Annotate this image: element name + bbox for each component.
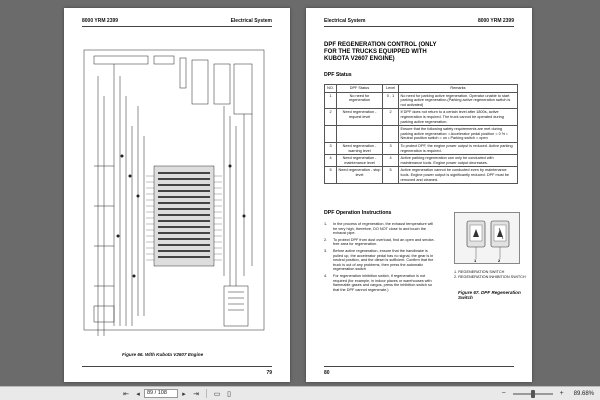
last-page-icon[interactable]: ⇥	[193, 390, 199, 398]
cell-no: 2	[325, 109, 337, 126]
header-right: Electrical System	[230, 18, 272, 24]
table-header-row	[325, 85, 518, 93]
zoom-slider[interactable]	[513, 393, 553, 395]
wiring-diagram	[74, 36, 280, 338]
page-right	[306, 8, 532, 382]
dpf-status-table	[324, 84, 518, 184]
cell-remarks: Active parking regeneration can only be conducted with maintenance tools. Engine power output decreases.	[399, 155, 518, 167]
instructions-heading: DPF Operation Instructions	[324, 210, 392, 216]
figure-caption-right: Figure 67. DPF Regeneration Switch	[458, 290, 521, 300]
title-line: DPF REGENERATION CONTROL (ONLY	[324, 42, 437, 48]
step-text: Before active regeneration, ensure that the handbrake is pulled up, the accelerator pedal has no signal, the gear is in neutral position, and the diesel is sufficient. Confirm that the truck is out of any problems, then press the automatic regeneration switch	[333, 248, 434, 272]
cell-status	[337, 126, 383, 143]
cell-level	[383, 126, 399, 143]
zoom-slider-handle[interactable]	[531, 390, 535, 398]
header-left: 8000 YRM 2399	[82, 18, 119, 24]
cell-no: 5	[325, 167, 337, 184]
step-number: 3.	[324, 248, 328, 253]
first-page-icon[interactable]: ⇤	[123, 390, 129, 398]
switch-drawing	[455, 213, 521, 265]
cell-no: 1	[325, 92, 337, 109]
regeneration-switch-illustration	[454, 212, 520, 264]
title-line: FOR THE TRUCKS EQUIPPED WITH	[324, 49, 427, 56]
table-row	[325, 155, 518, 167]
footer-rule	[82, 366, 272, 367]
list-item	[324, 238, 436, 247]
step-text: For regeneration inhibition switch, if regeneration is not required (for example, in indoor places or warehouses with flammable gases and cargos, press the inhibition switch so that the DPF cannot regenerate.)	[333, 273, 432, 292]
table-row	[325, 92, 518, 109]
dpf-status-heading: DPF Status	[324, 72, 352, 78]
step-number: 4.	[324, 273, 328, 278]
step-text: To protect DPF from dust overload, find an open and smoke-free area for regeneration.	[333, 237, 435, 247]
step-number: 2.	[324, 237, 328, 242]
list-item	[324, 222, 436, 236]
page-left	[64, 8, 290, 382]
cell-status: Need regeneration - warning level	[337, 142, 383, 154]
two-page-icon[interactable]: ▯	[227, 390, 231, 398]
page-number-right: 80	[324, 370, 330, 376]
step-text: In the process of regeneration, the exhaust temperature will be very high, therefore, DO NOT close to and touch the exhaust pipe.	[333, 222, 434, 236]
col-header-status: DPF Status	[337, 85, 383, 93]
table-row	[325, 109, 518, 126]
table-row	[325, 142, 518, 154]
header-right: 8000 YRM 2399	[477, 18, 514, 24]
col-header-level: Level	[383, 85, 399, 93]
header-rule	[324, 26, 514, 27]
col-header-remarks: Remarks	[399, 85, 518, 93]
page-number-left: 79	[266, 370, 272, 376]
cell-no: 4	[325, 155, 337, 167]
cell-remarks: No need for parking active regeneration. Operator unable to start parking active regeneration.(Parking active regeneration switch is not activated)	[399, 92, 518, 109]
cell-level: 2	[383, 109, 399, 126]
cell-no: 3	[325, 142, 337, 154]
next-page-icon[interactable]: ▸	[182, 390, 186, 398]
cell-level: 4	[383, 155, 399, 167]
switch-legend	[454, 270, 526, 280]
cell-remarks: Active regeneration cannot be conducted even by maintenance tools. Engine power output is significantly reduced. DPF must be removed and cleaned.	[399, 167, 518, 184]
cell-status: No need for regeneration	[337, 92, 383, 109]
page-number-input[interactable]: 89 / 108	[144, 389, 178, 398]
table-row	[325, 126, 518, 143]
header-left: Electrical System	[324, 18, 366, 24]
figure-caption-left: Figure 66. With Kubota V2607 Engine	[122, 352, 204, 357]
viewer-toolbar	[0, 386, 600, 400]
instruction-list	[324, 222, 436, 294]
col-header-no: NO.	[325, 85, 337, 93]
legend-item: 1. REGENERATION SWITCH	[454, 270, 505, 274]
footer-rule	[324, 366, 514, 367]
table-row	[325, 167, 518, 184]
step-number: 1.	[324, 222, 328, 226]
prev-page-icon[interactable]: ◂	[136, 390, 140, 398]
zoom-in-icon[interactable]: +	[559, 390, 564, 397]
cell-level: 5	[383, 167, 399, 184]
cell-no	[325, 126, 337, 143]
fit-page-icon[interactable]: ▭	[213, 390, 221, 398]
legend-item: 2. REGENERATION INHIBITION SWITCH	[454, 275, 526, 279]
toolbar-divider	[206, 389, 207, 398]
cell-status: Need regeneration - stop level	[337, 167, 383, 184]
list-item	[324, 274, 436, 292]
callout-1: 1	[474, 258, 477, 263]
title-line: KUBOTA V2607 ENGINE)	[324, 56, 395, 63]
cell-status: Need regeneration - maintenance level	[337, 155, 383, 167]
cell-status: Need regeneration - request level	[337, 109, 383, 126]
header-rule	[82, 26, 272, 27]
cell-level: 3	[383, 142, 399, 154]
zoom-out-icon[interactable]: −	[501, 390, 506, 397]
cell-remarks: Ensure that the following safety requirements are met during parking active regeneration: • Accelerator pedal position = 0 % • Neutral position switch = on • Parking switch = open	[399, 126, 518, 143]
callout-2: 2	[498, 258, 501, 263]
list-item	[324, 249, 436, 272]
section-title	[324, 42, 494, 64]
zoom-level[interactable]: 89.68%	[573, 390, 594, 397]
cell-remarks: To protect DPF, the engine power output is reduced. Active parking regeneration is required.	[399, 142, 518, 154]
cell-remarks: If DPF does not return to a certain level after 1800s, active regeneration is required. The truck cannot be operated during parking active regeneration.	[399, 109, 518, 126]
cell-level: 0 , 1	[383, 92, 399, 109]
